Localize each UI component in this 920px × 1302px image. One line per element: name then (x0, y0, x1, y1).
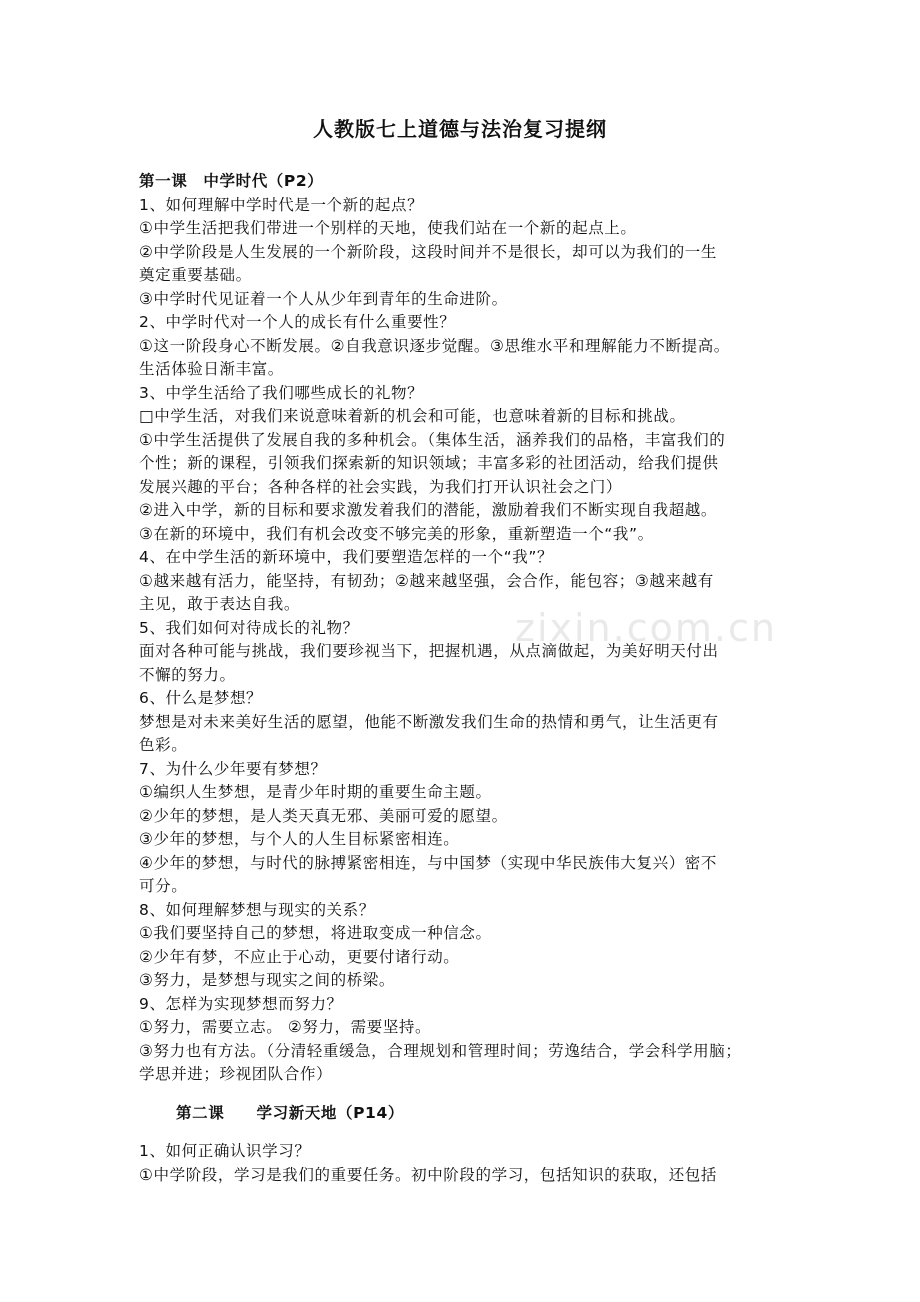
lesson1-line: ①努力，需要立志。 ②努力，需要坚持。 (139, 1018, 432, 1036)
lesson1-line: 8、如何理解梦想与现实的关系？ (139, 900, 375, 919)
lesson1-line: 个性；新的课程，引领我们探索新的知识领域；丰富多彩的社团活动，给我们提供 (139, 454, 719, 472)
lesson1-line: 色彩。 (139, 736, 188, 754)
lesson1-line: ④少年的梦想，与时代的脉搏紧密相连，与中国梦（实现中华民族伟大复兴）密不 (139, 853, 717, 872)
lesson1-line: ①编织人生梦想，是青少年时期的重要生命主题。 (139, 783, 492, 801)
lesson1-heading: 第一课 中学时代（P2） (139, 172, 324, 190)
lesson1-line: ①中学生活提供了发展自我的多种机会。（集体生活，涵养我们的品格，丰富我们的 (139, 430, 726, 449)
lesson1-content (139, 194, 784, 1087)
lesson1-line: ③中学时代见证着一个人从少年到青年的生命进阶。 (139, 289, 508, 308)
section-spacer (139, 1087, 784, 1102)
lesson1-line: 学思并进；珍视团队合作） (139, 1065, 333, 1083)
lesson1-line: ②少年有梦，不应止于心动，更要付诸行动。 (139, 947, 460, 966)
watermark: zixin.com.cn (515, 606, 777, 650)
lesson1-line: 可分。 (139, 877, 188, 895)
lesson1-line: 梦想是对未来美好生活的愿望，他能不断激发我们生命的热情和勇气，让生活更有 (139, 712, 719, 731)
lesson1-line: 奠定重要基础。 (139, 266, 252, 284)
lesson1-line: 3、中学生活给了我们哪些成长的礼物？ (139, 383, 424, 402)
lesson2-line: 1、如何正确认识学习？ (139, 1142, 311, 1160)
lesson1-line: 5、我们如何对待成长的礼物？ (139, 618, 359, 637)
lesson1-line: 6、什么是梦想？ (139, 689, 263, 707)
lesson1-line: ②进入中学，新的目标和要求激发着我们的潜能，激励着我们不断实现自我超越。 (139, 501, 717, 519)
lesson1-line: 生活体验日渐丰富。 (139, 360, 284, 378)
lesson1-line: ①中学生活把我们带进一个别样的天地，使我们站在一个新的起点上。 (139, 219, 637, 237)
lesson1-line: ①越来越有活力，能坚持，有韧劲；②越来越坚强，会合作，能包容；③越来越有 (139, 571, 714, 590)
lesson1-line: 发展兴趣的平台；各种各样的社会实践，为我们打开认识社会之门） (139, 477, 623, 496)
lesson1-line: ②中学阶段是人生发展的一个新阶段，这段时间并不是很长，却可以为我们的一生 (139, 242, 717, 261)
lesson2-content (139, 1140, 784, 1187)
lesson1-line: ③少年的梦想，与个人的人生目标紧密相连。 (139, 830, 460, 848)
lesson2-line: ①中学阶段，学习是我们的重要任务。初中阶段的学习，包括知识的获取，还包括 (139, 1165, 717, 1184)
lesson1-line: 1、如何理解中学时代是一个新的起点？ (139, 195, 424, 214)
lesson1-line: ①我们要坚持自己的梦想，将进取变成一种信念。 (139, 924, 492, 942)
lesson1-line: 主见，敢于表达自我。 (139, 595, 301, 613)
lesson1-line: 不懈的努力。 (139, 665, 236, 684)
lesson1-line: □中学生活，对我们来说意味着新的机会和可能，也意味着新的目标和挑战。 (139, 407, 686, 425)
lesson1-line: ③努力也有方法。（分清轻重缓急，合理规划和管理时间；劳逸结合，学会科学用脑； (139, 1041, 742, 1060)
page-title: 人教版七上道德与法治复习提纲 (313, 117, 607, 141)
document-body (139, 170, 784, 1187)
lesson1-line: 2、中学时代对一个人的成长有什么重要性？ (139, 313, 456, 331)
section-spacer (139, 1125, 784, 1140)
lesson1-line: ③在新的环境中，我们有机会改变不够完美的形象，重新塑造一个“我”。 (139, 524, 654, 543)
lesson2-heading: 第二课 学习新天地（P14） (176, 1103, 404, 1122)
lesson1-line: 4、在中学生活的新环境中，我们要塑造怎样的一个“我”？ (139, 548, 554, 566)
lesson1-line: 9、怎样为实现梦想而努力？ (139, 994, 343, 1013)
lesson1-line: 7、为什么少年要有梦想？ (139, 759, 327, 778)
lesson1-line: ③努力，是梦想与现实之间的桥梁。 (139, 971, 395, 989)
lesson1-line: 面对各种可能与挑战，我们要珍视当下，把握机遇，从点滴做起，为美好明天付出 (139, 642, 719, 660)
lesson1-line: ②少年的梦想，是人类天真无邪、美丽可爱的愿望。 (139, 806, 508, 825)
lesson1-line: ①这一阶段身心不断发展。②自我意识逐步觉醒。③思维水平和理解能力不断提高。 (139, 336, 730, 355)
